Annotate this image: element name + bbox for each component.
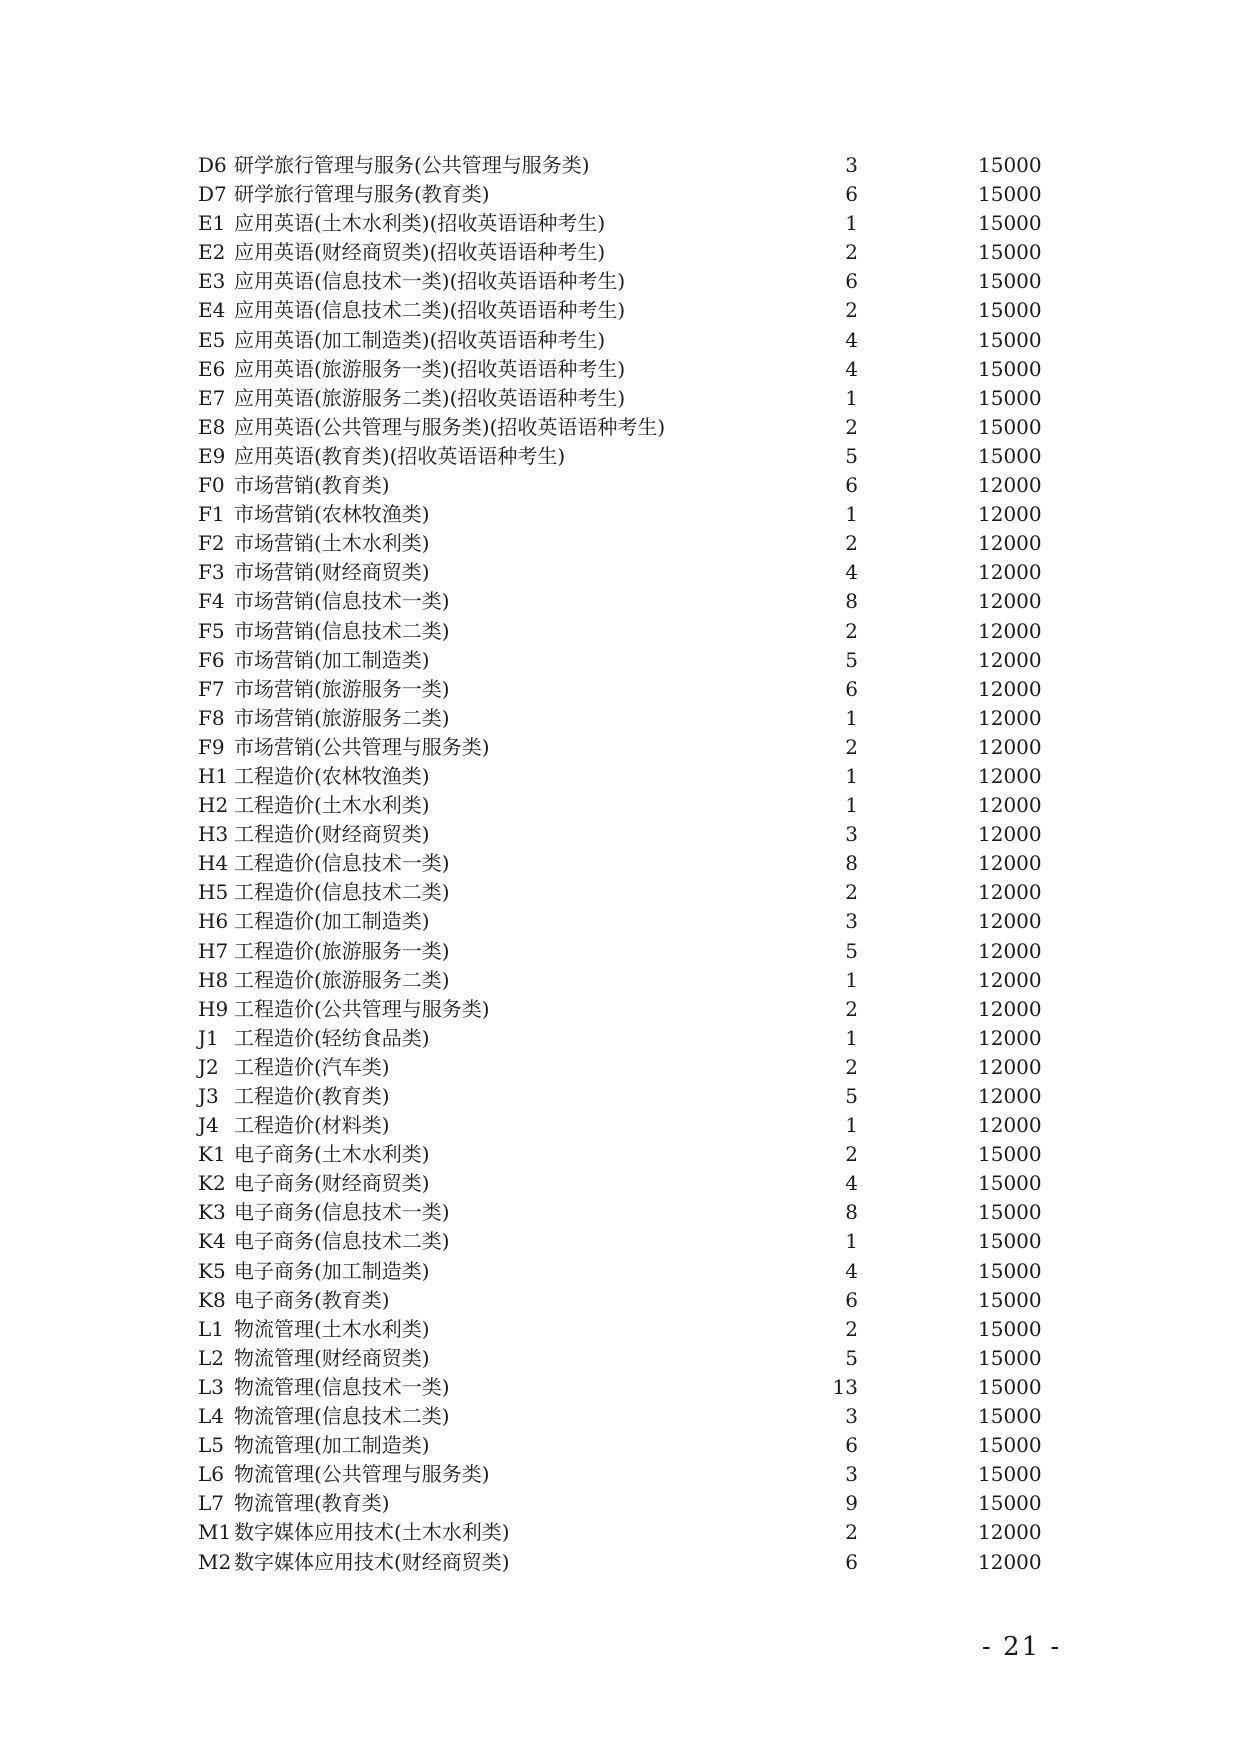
list-item [198, 1344, 1058, 1373]
enrollment-count: 3 [845, 1404, 858, 1429]
major-name: 工程造价(旅游服务二类) [234, 967, 450, 992]
major-name: 电子商务(土木水利类) [234, 1142, 430, 1167]
list-item [198, 267, 1058, 296]
major-code: E3 [198, 269, 226, 294]
enrollment-count: 2 [845, 734, 858, 759]
enrollment-count: 6 [845, 676, 858, 701]
major-name: 研学旅行管理与服务(教育类) [234, 182, 490, 207]
enrollment-count: 4 [845, 560, 858, 585]
tuition-fee: 15000 [978, 1491, 1042, 1516]
page-number: - 21 - [982, 1632, 1062, 1662]
tuition-fee: 12000 [978, 1084, 1042, 1108]
list-item [198, 180, 1058, 209]
tuition-fee: 12000 [978, 647, 1042, 672]
enrollment-count: 5 [845, 938, 858, 963]
enrollment-count: 1 [845, 793, 858, 818]
tuition-fee: 12000 [978, 880, 1042, 905]
enrollment-count: 6 [845, 1287, 858, 1312]
list-item [198, 587, 1058, 616]
major-code: L6 [198, 1462, 225, 1487]
major-code: F5 [198, 618, 225, 643]
enrollment-count: 1 [845, 763, 858, 788]
list-item [198, 1373, 1058, 1402]
major-code: F7 [198, 676, 225, 701]
tuition-fee: 12000 [978, 531, 1042, 556]
tuition-fee: 15000 [978, 153, 1042, 177]
list-item [198, 617, 1058, 646]
tuition-fee: 12000 [978, 618, 1042, 643]
list-item [198, 1460, 1058, 1489]
list-item [198, 1140, 1058, 1169]
list-item [198, 937, 1058, 966]
tuition-fee: 15000 [978, 298, 1042, 323]
major-code: E5 [198, 327, 226, 352]
tuition-fee: 12000 [978, 473, 1042, 498]
tuition-fee: 12000 [978, 560, 1042, 585]
tuition-fee: 15000 [978, 1345, 1042, 1370]
list-item [198, 1518, 1058, 1547]
major-code: H9 [198, 996, 229, 1021]
major-name: 工程造价(财经商贸类) [234, 822, 430, 847]
enrollment-count: 6 [845, 269, 858, 294]
enrollment-count: 6 [845, 1433, 858, 1458]
major-name: 应用英语(财经商贸类)(招收英语语种考生) [234, 240, 606, 265]
tuition-fee: 15000 [978, 1287, 1042, 1312]
major-code: E6 [198, 356, 226, 381]
enrollment-count: 3 [845, 153, 858, 177]
major-name: 市场营销(信息技术二类) [234, 618, 450, 643]
major-name: 市场营销(农林牧渔类) [234, 502, 430, 527]
list-item [198, 820, 1058, 849]
tuition-fee: 15000 [978, 240, 1042, 265]
enrollment-count: 2 [845, 298, 858, 323]
major-code: J2 [198, 1054, 219, 1079]
major-name: 应用英语(土木水利类)(招收英语语种考生) [234, 211, 606, 236]
list-item [198, 878, 1058, 907]
tuition-fee: 12000 [978, 763, 1042, 788]
tuition-fee: 15000 [978, 414, 1042, 439]
list-item [198, 1286, 1058, 1315]
tuition-fee: 12000 [978, 851, 1042, 876]
enrollment-count: 2 [845, 996, 858, 1021]
tuition-fee: 15000 [978, 211, 1042, 236]
tuition-fee: 12000 [978, 938, 1042, 963]
major-code: H8 [198, 967, 229, 992]
major-name: 应用英语(信息技术二类)(招收英语语种考生) [234, 298, 626, 323]
major-code: H6 [198, 909, 229, 934]
major-code: E1 [198, 211, 226, 236]
major-name: 应用英语(加工制造类)(招收英语语种考生) [234, 327, 606, 352]
list-item [198, 471, 1058, 500]
major-name: 物流管理(加工制造类) [234, 1433, 430, 1458]
major-code: F9 [198, 734, 225, 759]
enrollment-count: 3 [845, 1462, 858, 1487]
list-item [198, 1315, 1058, 1344]
list-item [198, 1024, 1058, 1053]
enrollment-count: 2 [845, 240, 858, 265]
tuition-fee: 12000 [978, 1025, 1042, 1050]
major-name: 工程造价(土木水利类) [234, 793, 430, 818]
major-code: M2 [198, 1549, 232, 1574]
list-item [198, 384, 1058, 413]
list-item [198, 849, 1058, 878]
list-item [198, 733, 1058, 762]
list-item [198, 966, 1058, 995]
major-code: F6 [198, 647, 225, 672]
tuition-fee: 12000 [978, 909, 1042, 934]
enrollment-count: 3 [845, 822, 858, 847]
major-name: 工程造价(教育类) [234, 1084, 390, 1108]
tuition-fee: 12000 [978, 822, 1042, 847]
list-item [198, 209, 1058, 238]
major-name: 物流管理(教育类) [234, 1491, 390, 1516]
enrollment-count: 6 [845, 473, 858, 498]
enrollment-count: 4 [845, 356, 858, 381]
major-name: 电子商务(信息技术一类) [234, 1200, 450, 1225]
major-name: 工程造价(汽车类) [234, 1054, 390, 1079]
enrollment-count: 1 [845, 705, 858, 730]
major-name: 市场营销(公共管理与服务类) [234, 734, 490, 759]
major-code: L4 [198, 1404, 225, 1429]
major-name: 电子商务(财经商贸类) [234, 1171, 430, 1196]
major-code: F4 [198, 589, 225, 614]
list-item [198, 907, 1058, 936]
major-name: 电子商务(信息技术二类) [234, 1229, 450, 1254]
enrollment-count: 6 [845, 182, 858, 207]
tuition-fee: 15000 [978, 1229, 1042, 1254]
enrollment-count: 2 [845, 1054, 858, 1079]
list-item [198, 1169, 1058, 1198]
major-code: E2 [198, 240, 226, 265]
tuition-fee: 15000 [978, 1374, 1042, 1399]
major-name: 工程造价(农林牧渔类) [234, 763, 430, 788]
tuition-fee: 15000 [978, 385, 1042, 410]
tuition-fee: 12000 [978, 967, 1042, 992]
major-name: 电子商务(教育类) [234, 1287, 390, 1312]
major-code: E9 [198, 443, 226, 468]
tuition-fee: 12000 [978, 589, 1042, 614]
list-item [198, 1431, 1058, 1460]
major-name: 应用英语(公共管理与服务类)(招收英语语种考生) [234, 414, 666, 439]
enrollment-count: 1 [845, 967, 858, 992]
list-item [198, 995, 1058, 1024]
enrollment-count: 5 [845, 443, 858, 468]
enrollment-count: 1 [845, 1229, 858, 1254]
major-code: H4 [198, 851, 229, 876]
tuition-fee: 12000 [978, 1054, 1042, 1079]
list-item [198, 238, 1058, 267]
major-code: L1 [198, 1316, 225, 1341]
major-name: 电子商务(加工制造类) [234, 1258, 430, 1283]
enrollment-count: 2 [845, 1520, 858, 1545]
list-item [198, 704, 1058, 733]
major-code: H7 [198, 938, 229, 963]
enrollment-count: 1 [845, 502, 858, 527]
list-item [198, 646, 1058, 675]
major-code: L2 [198, 1345, 225, 1370]
tuition-fee: 15000 [978, 1200, 1042, 1225]
tuition-fee: 15000 [978, 1258, 1042, 1283]
tuition-fee: 12000 [978, 734, 1042, 759]
tuition-fee: 15000 [978, 443, 1042, 468]
tuition-fee: 15000 [978, 182, 1042, 207]
major-code: E8 [198, 414, 226, 439]
major-code: J3 [198, 1084, 219, 1108]
enrollment-count: 5 [845, 1345, 858, 1370]
major-name: 应用英语(信息技术一类)(招收英语语种考生) [234, 269, 626, 294]
list-item [198, 326, 1058, 355]
enrollment-count: 4 [845, 327, 858, 352]
major-name: 市场营销(加工制造类) [234, 647, 430, 672]
enrollment-count: 5 [845, 647, 858, 672]
list-item [198, 1257, 1058, 1286]
enrollment-count: 6 [845, 1549, 858, 1574]
major-code: D7 [198, 182, 227, 207]
major-name: 市场营销(财经商贸类) [234, 560, 430, 585]
major-code: F3 [198, 560, 225, 585]
major-name: 工程造价(材料类) [234, 1113, 390, 1138]
enrollment-count: 2 [845, 531, 858, 556]
tuition-fee: 12000 [978, 1549, 1042, 1574]
major-name: 物流管理(信息技术二类) [234, 1404, 450, 1429]
tuition-fee: 12000 [978, 705, 1042, 730]
major-code: H2 [198, 793, 229, 818]
list-item [198, 529, 1058, 558]
tuition-fee: 15000 [978, 1171, 1042, 1196]
major-code: H1 [198, 763, 229, 788]
major-code: F1 [198, 502, 225, 527]
list-item [198, 675, 1058, 704]
major-code: K3 [198, 1200, 226, 1225]
major-name: 物流管理(公共管理与服务类) [234, 1462, 490, 1487]
major-name: 市场营销(土木水利类) [234, 531, 430, 556]
tuition-fee: 15000 [978, 1462, 1042, 1487]
enrollment-count: 4 [845, 1171, 858, 1196]
enrollment-count: 5 [845, 1084, 858, 1108]
major-name: 工程造价(信息技术一类) [234, 851, 450, 876]
enrollment-count: 1 [845, 1113, 858, 1138]
list-item [198, 791, 1058, 820]
tuition-fee: 15000 [978, 1142, 1042, 1167]
major-name: 数字媒体应用技术(土木水利类) [234, 1520, 510, 1545]
list-item [198, 151, 1058, 180]
major-code: M1 [198, 1520, 232, 1545]
major-code: E7 [198, 385, 226, 410]
enrollment-count: 1 [845, 1025, 858, 1050]
major-name: 物流管理(财经商贸类) [234, 1345, 430, 1370]
major-name: 市场营销(教育类) [234, 473, 390, 498]
enrollment-list [198, 151, 1058, 1577]
major-code: F2 [198, 531, 225, 556]
tuition-fee: 15000 [978, 356, 1042, 381]
major-code: H3 [198, 822, 229, 847]
major-name: 市场营销(旅游服务二类) [234, 705, 450, 730]
list-item [198, 558, 1058, 587]
tuition-fee: 15000 [978, 1433, 1042, 1458]
major-code: K2 [198, 1171, 226, 1196]
major-code: E4 [198, 298, 226, 323]
enrollment-count: 8 [845, 1200, 858, 1225]
major-name: 工程造价(信息技术二类) [234, 880, 450, 905]
major-code: F0 [198, 473, 225, 498]
major-code: D6 [198, 153, 227, 177]
major-code: L3 [198, 1374, 225, 1399]
major-code: F8 [198, 705, 225, 730]
list-item [198, 1548, 1058, 1577]
major-name: 工程造价(旅游服务一类) [234, 938, 450, 963]
major-name: 应用英语(旅游服务二类)(招收英语语种考生) [234, 385, 626, 410]
major-name: 物流管理(信息技术一类) [234, 1374, 450, 1399]
tuition-fee: 15000 [978, 269, 1042, 294]
major-code: K4 [198, 1229, 226, 1254]
major-code: H5 [198, 880, 229, 905]
tuition-fee: 12000 [978, 996, 1042, 1021]
enrollment-count: 1 [845, 211, 858, 236]
tuition-fee: 12000 [978, 1113, 1042, 1138]
major-name: 应用英语(教育类)(招收英语语种考生) [234, 443, 566, 468]
list-item [198, 1111, 1058, 1140]
enrollment-count: 3 [845, 909, 858, 934]
major-name: 市场营销(旅游服务一类) [234, 676, 450, 701]
enrollment-count: 2 [845, 1142, 858, 1167]
list-item [198, 1082, 1058, 1111]
major-code: K8 [198, 1287, 226, 1312]
major-name: 工程造价(公共管理与服务类) [234, 996, 490, 1021]
list-item [198, 762, 1058, 791]
tuition-fee: 15000 [978, 1404, 1042, 1429]
major-name: 研学旅行管理与服务(公共管理与服务类) [234, 153, 590, 177]
major-name: 物流管理(土木水利类) [234, 1316, 430, 1341]
list-item [198, 1402, 1058, 1431]
enrollment-count: 8 [845, 851, 858, 876]
list-item [198, 413, 1058, 442]
list-item [198, 355, 1058, 384]
major-code: L5 [198, 1433, 225, 1458]
major-name: 数字媒体应用技术(财经商贸类) [234, 1549, 510, 1574]
list-item [198, 296, 1058, 325]
enrollment-count: 2 [845, 618, 858, 643]
enrollment-count: 2 [845, 880, 858, 905]
enrollment-count: 2 [845, 1316, 858, 1341]
list-item [198, 1227, 1058, 1256]
enrollment-count: 4 [845, 1258, 858, 1283]
tuition-fee: 15000 [978, 327, 1042, 352]
tuition-fee: 12000 [978, 793, 1042, 818]
major-name: 应用英语(旅游服务一类)(招收英语语种考生) [234, 356, 626, 381]
list-item [198, 442, 1058, 471]
major-code: J4 [198, 1113, 219, 1138]
major-code: L7 [198, 1491, 225, 1516]
list-item [198, 1489, 1058, 1518]
enrollment-count: 8 [845, 589, 858, 614]
enrollment-count: 13 [832, 1374, 858, 1399]
major-name: 工程造价(轻纺食品类) [234, 1025, 430, 1050]
enrollment-count: 1 [845, 385, 858, 410]
list-item [198, 1053, 1058, 1082]
tuition-fee: 12000 [978, 1520, 1042, 1545]
enrollment-count: 9 [845, 1491, 858, 1516]
tuition-fee: 12000 [978, 676, 1042, 701]
tuition-fee: 15000 [978, 1316, 1042, 1341]
major-code: K5 [198, 1258, 226, 1283]
enrollment-count: 2 [845, 414, 858, 439]
list-item [198, 500, 1058, 529]
major-code: J1 [198, 1025, 219, 1050]
list-item [198, 1198, 1058, 1227]
major-code: K1 [198, 1142, 226, 1167]
major-name: 市场营销(信息技术一类) [234, 589, 450, 614]
major-name: 工程造价(加工制造类) [234, 909, 430, 934]
tuition-fee: 12000 [978, 502, 1042, 527]
